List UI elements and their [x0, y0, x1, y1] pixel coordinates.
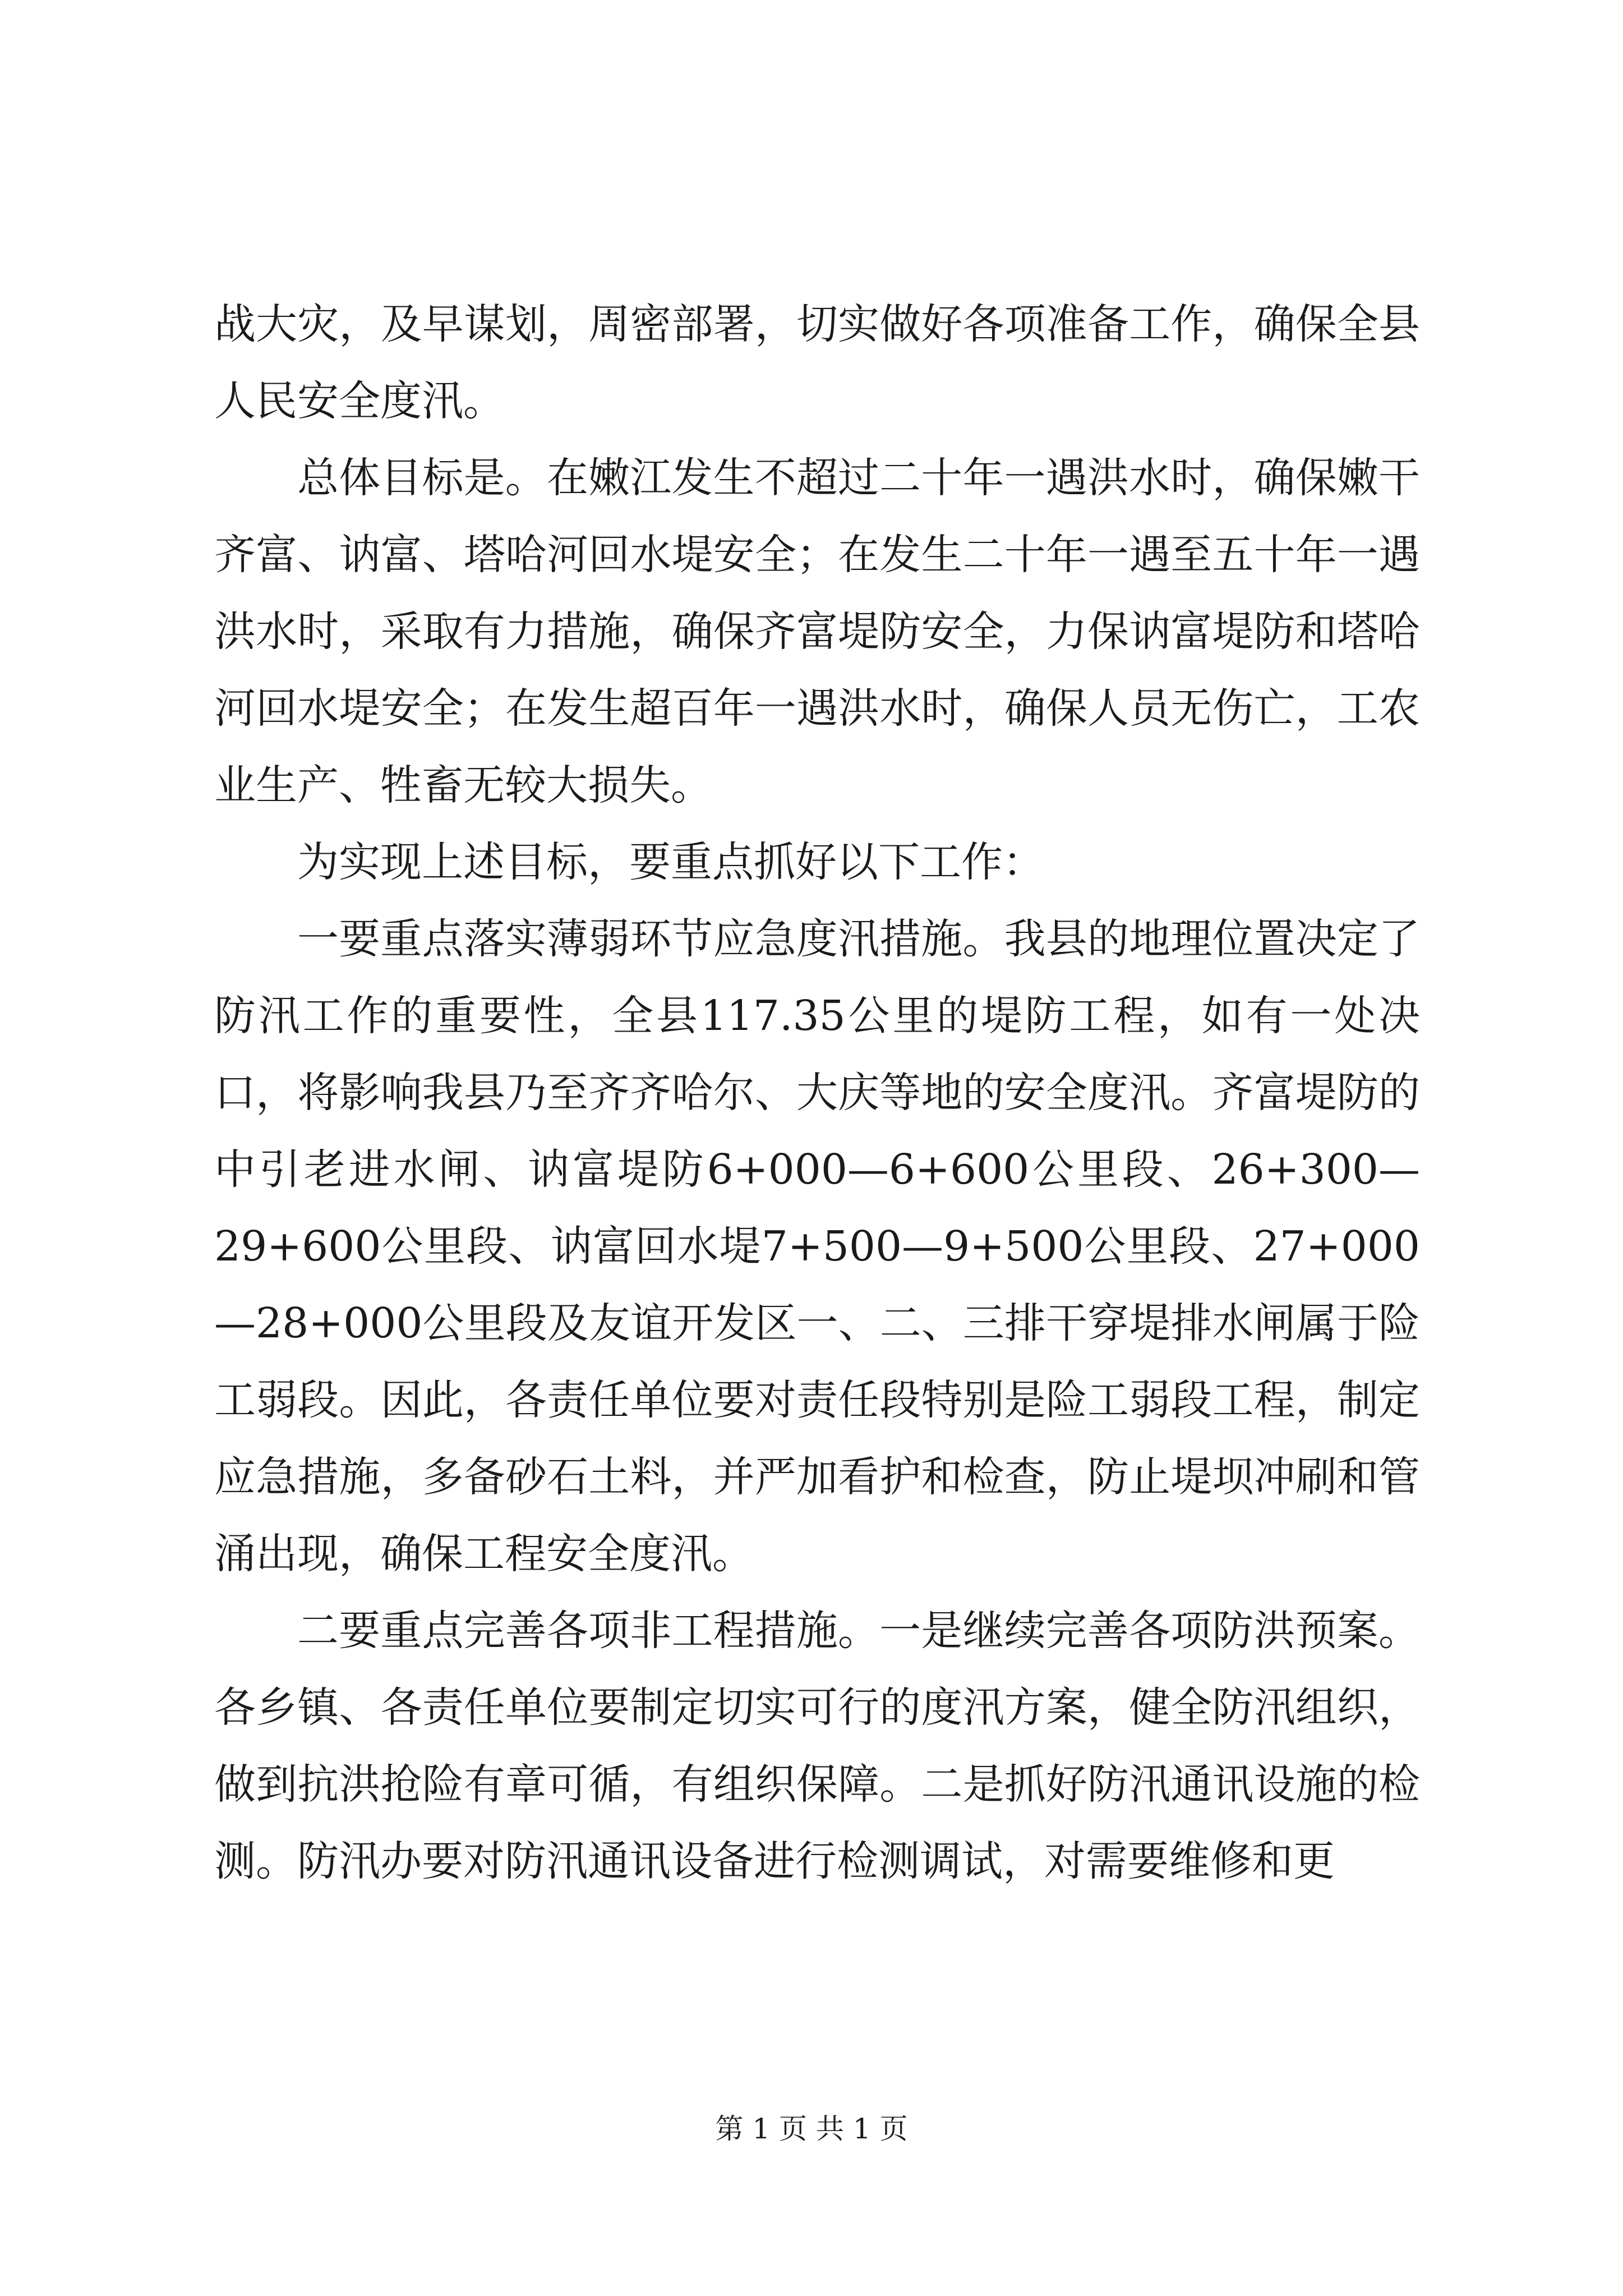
paragraph-work-intro: 为实现上述目标，要重点抓好以下工作：	[297, 838, 1044, 886]
page-footer: 第 1 页 共 1 页	[715, 2113, 908, 2145]
paragraph-non-engineering: 二要重点完善各项非工程措施。一是继续完善各项防洪预案。各乡镇、各责任单位要制定切实可行的度汛方案，健全防汛组织，做到抗洪抢险有章可循，有组织保障。二是抓好防汛通讯设施的检测。防汛办要对防汛通讯设备进行检测调试，对需要维修和更	[214, 1607, 1420, 1885]
paragraph-overall-goal: 总体目标是。在嫩江发生不超过二十年一遇洪水时，确保嫩干齐富、讷富、塔哈河回水堤安全；在发生二十年一遇至五十年一遇洪水时，采取有力措施，确保齐富堤防安全，力保讷富堤防和塔哈河回水堤安全；在发生超百年一遇洪水时，确保人员无伤亡，工农业生产、牲畜无较大损失。	[214, 454, 1420, 809]
paragraph-continuation: 战大灾，及早谋划，周密部署，切实做好各项准备工作，确保全县人民安全度汛。	[214, 300, 1420, 425]
paragraph-weak-links: 一要重点落实薄弱环节应急度汛措施。我县的地理位置决定了防汛工作的重要性，全县117.35公里的堤防工程，如有一处决口，将影响我县乃至齐齐哈尔、大庆等地的安全度汛。齐富堤防的中引老进水闸、讷富堤防6+000—6+600公里段、26+300—29+600公里段、讷富回水堤7+500—9+500公里段、27+000—28+000公里段及友谊开发区一、二、三排干穿堤排水闸属于险工弱段。因此，各责任单位要对责任段特别是险工弱段工程，制定应急措施，多备砂石土料，并严加看护和检查，防止堤坝冲刷和管涌出现，确保工程安全度汛。	[214, 915, 1420, 1578]
document-body	[214, 286, 1420, 1900]
